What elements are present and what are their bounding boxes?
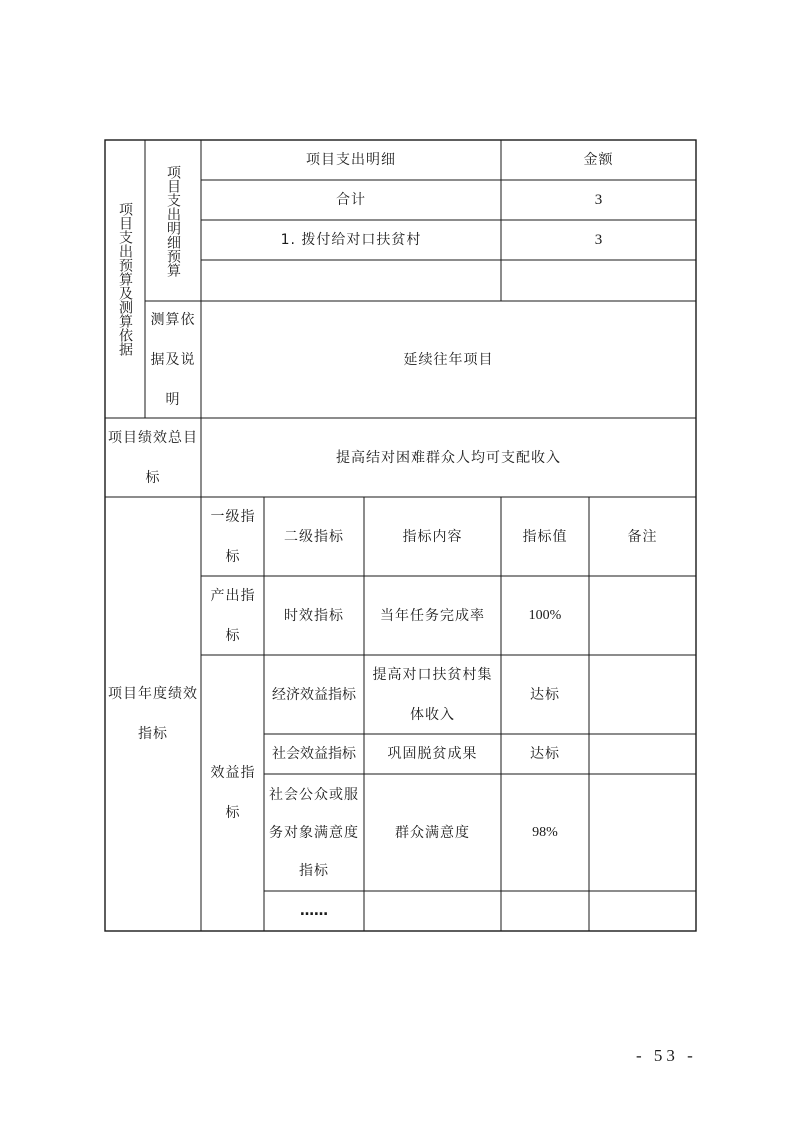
- amount-header: 金额: [583, 152, 614, 168]
- benefit-row3-level2: 社会公众或服务对象满意度指标: [269, 786, 359, 879]
- benefit-row2-value: 达标: [530, 746, 560, 762]
- benefit-row1-level2: 经济效益指标: [272, 686, 356, 703]
- output-level2: 时效指标: [284, 607, 344, 624]
- benefit-row2-content: 巩固脱贫成果: [387, 746, 478, 762]
- benefit-row4-value: [501, 891, 589, 931]
- header-value: 指标值: [522, 528, 568, 545]
- benefit-row3-value: 98%: [532, 824, 558, 840]
- benefit-row3-content: 群众满意度: [395, 824, 470, 841]
- row1-amount: 3: [594, 232, 603, 248]
- row2-item: [201, 260, 501, 301]
- benefit-row2-note: [589, 734, 696, 774]
- header-level2: 二级指标: [284, 528, 344, 545]
- output-content: 当年任务完成率: [380, 607, 485, 624]
- benefit-level1: 效益指标: [210, 765, 256, 821]
- benefit-row2-level2: 社会效益指标: [272, 746, 356, 762]
- header-content: 指标内容: [402, 528, 463, 545]
- output-note: [589, 576, 696, 655]
- benefit-row3-note: [589, 774, 696, 891]
- total-row-amount: 3: [594, 192, 603, 208]
- budget-section-label: 项目支出预算及测算依据: [117, 202, 133, 356]
- row1-item: 1. 拨付给对口扶贫村: [280, 232, 422, 248]
- overall-goal-text: 提高结对困难群众人均可支配收入: [336, 449, 561, 466]
- basis-label: 测算依据及说明: [150, 311, 196, 408]
- page-number: - 53 -: [636, 1046, 697, 1065]
- basis-text: 延续往年项目: [403, 351, 494, 368]
- output-value: 100%: [528, 607, 562, 623]
- benefit-row1-content: 提高对口扶贫村集体收入: [372, 666, 493, 723]
- benefit-row1-note: [589, 655, 696, 734]
- benefit-row1-value: 达标: [530, 686, 560, 703]
- detail-budget-label: 项目支出明细预算: [165, 164, 181, 277]
- benefit-row4-note: [589, 891, 696, 931]
- benefit-row4-content: [364, 891, 501, 931]
- row2-amount: [501, 260, 696, 301]
- total-row-item: 合计: [336, 192, 366, 208]
- detail-header: 项目支出明细: [306, 152, 396, 168]
- header-note: 备注: [627, 528, 658, 545]
- output-level1: 产出指标: [210, 587, 256, 644]
- header-level1: 一级指标: [210, 508, 256, 565]
- benefit-row4-level2: ……: [300, 903, 328, 919]
- overall-goal-label: 项目绩效总目标: [108, 429, 198, 486]
- annual-indicators-label: 项目年度绩效指标: [108, 686, 198, 742]
